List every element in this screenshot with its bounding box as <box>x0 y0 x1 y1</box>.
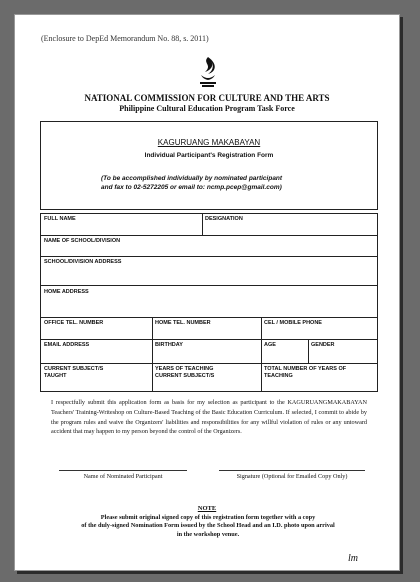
task-force-name: Philippine Cultural Education Program Task Force <box>119 104 295 113</box>
school-division-field[interactable]: NAME OF SCHOOL/DIVISION <box>44 238 121 244</box>
ncca-flame-logo-icon <box>193 55 223 89</box>
subjects-taught-field[interactable]: CURRENT SUBJECT/S TAUGHT <box>44 366 104 379</box>
name-signature-line <box>59 470 187 471</box>
handwritten-initials: lm <box>348 553 358 564</box>
school-address-field[interactable]: SCHOOL/DIVISION ADDRESS <box>44 259 122 265</box>
organization-name: NATIONAL COMMISSION FOR CULTURE AND THE ARTS <box>84 93 330 103</box>
document-page <box>14 14 400 571</box>
form-title: KAGURUANG MAKABAYAN <box>157 138 261 147</box>
enclosure-note: (Enclosure to DepEd Memorandum No. 88, s. 2011) <box>41 34 209 43</box>
home-tel-field[interactable]: HOME TEL. NUMBER <box>155 320 211 326</box>
total-years-field[interactable]: TOTAL NUMBER OF YEARS OF TEACHING <box>264 366 347 379</box>
email-field[interactable]: EMAIL ADDRESS <box>44 342 90 348</box>
signature-line <box>219 470 365 471</box>
signature-label: Signature (Optional for Emailed Copy Only) <box>236 473 348 480</box>
full-name-field[interactable]: FULL NAME <box>44 216 76 222</box>
form-subtitle: Individual Participant's Registration Form <box>144 152 274 159</box>
form-instructions: (To be accomplished individually by nominated participant and fax to 02-5272205 or email to: ncmp.pcep@gmail.com) <box>101 175 283 191</box>
years-teaching-field[interactable]: YEARS OF TEACHING CURRENT SUBJECT/S <box>155 366 215 379</box>
office-tel-field[interactable]: OFFICE TEL. NUMBER <box>44 320 104 326</box>
cel-mobile-field[interactable]: CEL / MOBILE PHONE <box>264 320 322 326</box>
age-field[interactable]: AGE <box>264 342 276 348</box>
gender-field[interactable]: GENDER <box>311 342 335 348</box>
designation-field[interactable]: DESIGNATION <box>205 216 243 222</box>
name-label: Name of Nominated Participant <box>83 473 163 480</box>
form-header-box <box>40 121 378 210</box>
registration-fields-table <box>40 213 378 392</box>
birthday-field[interactable]: BIRTHDAY <box>155 342 183 348</box>
commitment-statement: I respectfully submit this application form as basis for my selection as participant to the KAGURUANGMAKABAYAN Teachers' Training-Writeshop on Culture-Based Teaching of the Basic Education Curriculum. If selected, I commit to abide by the program rules and waive the Organizers' liabilities and responsibilities for any willful violation of rules or any untoward accident that may happen to my person beyond the control of the Organizers. <box>51 399 367 436</box>
home-address-field[interactable]: HOME ADDRESS <box>44 289 89 295</box>
note-title: NOTE <box>197 505 217 512</box>
note-text: Please submit original signed copy of this registration form together with a copy of the duly-signed Nomination Form issued by the School Head and an I.D. photo upon arrival in the workshop venue. <box>81 514 335 538</box>
